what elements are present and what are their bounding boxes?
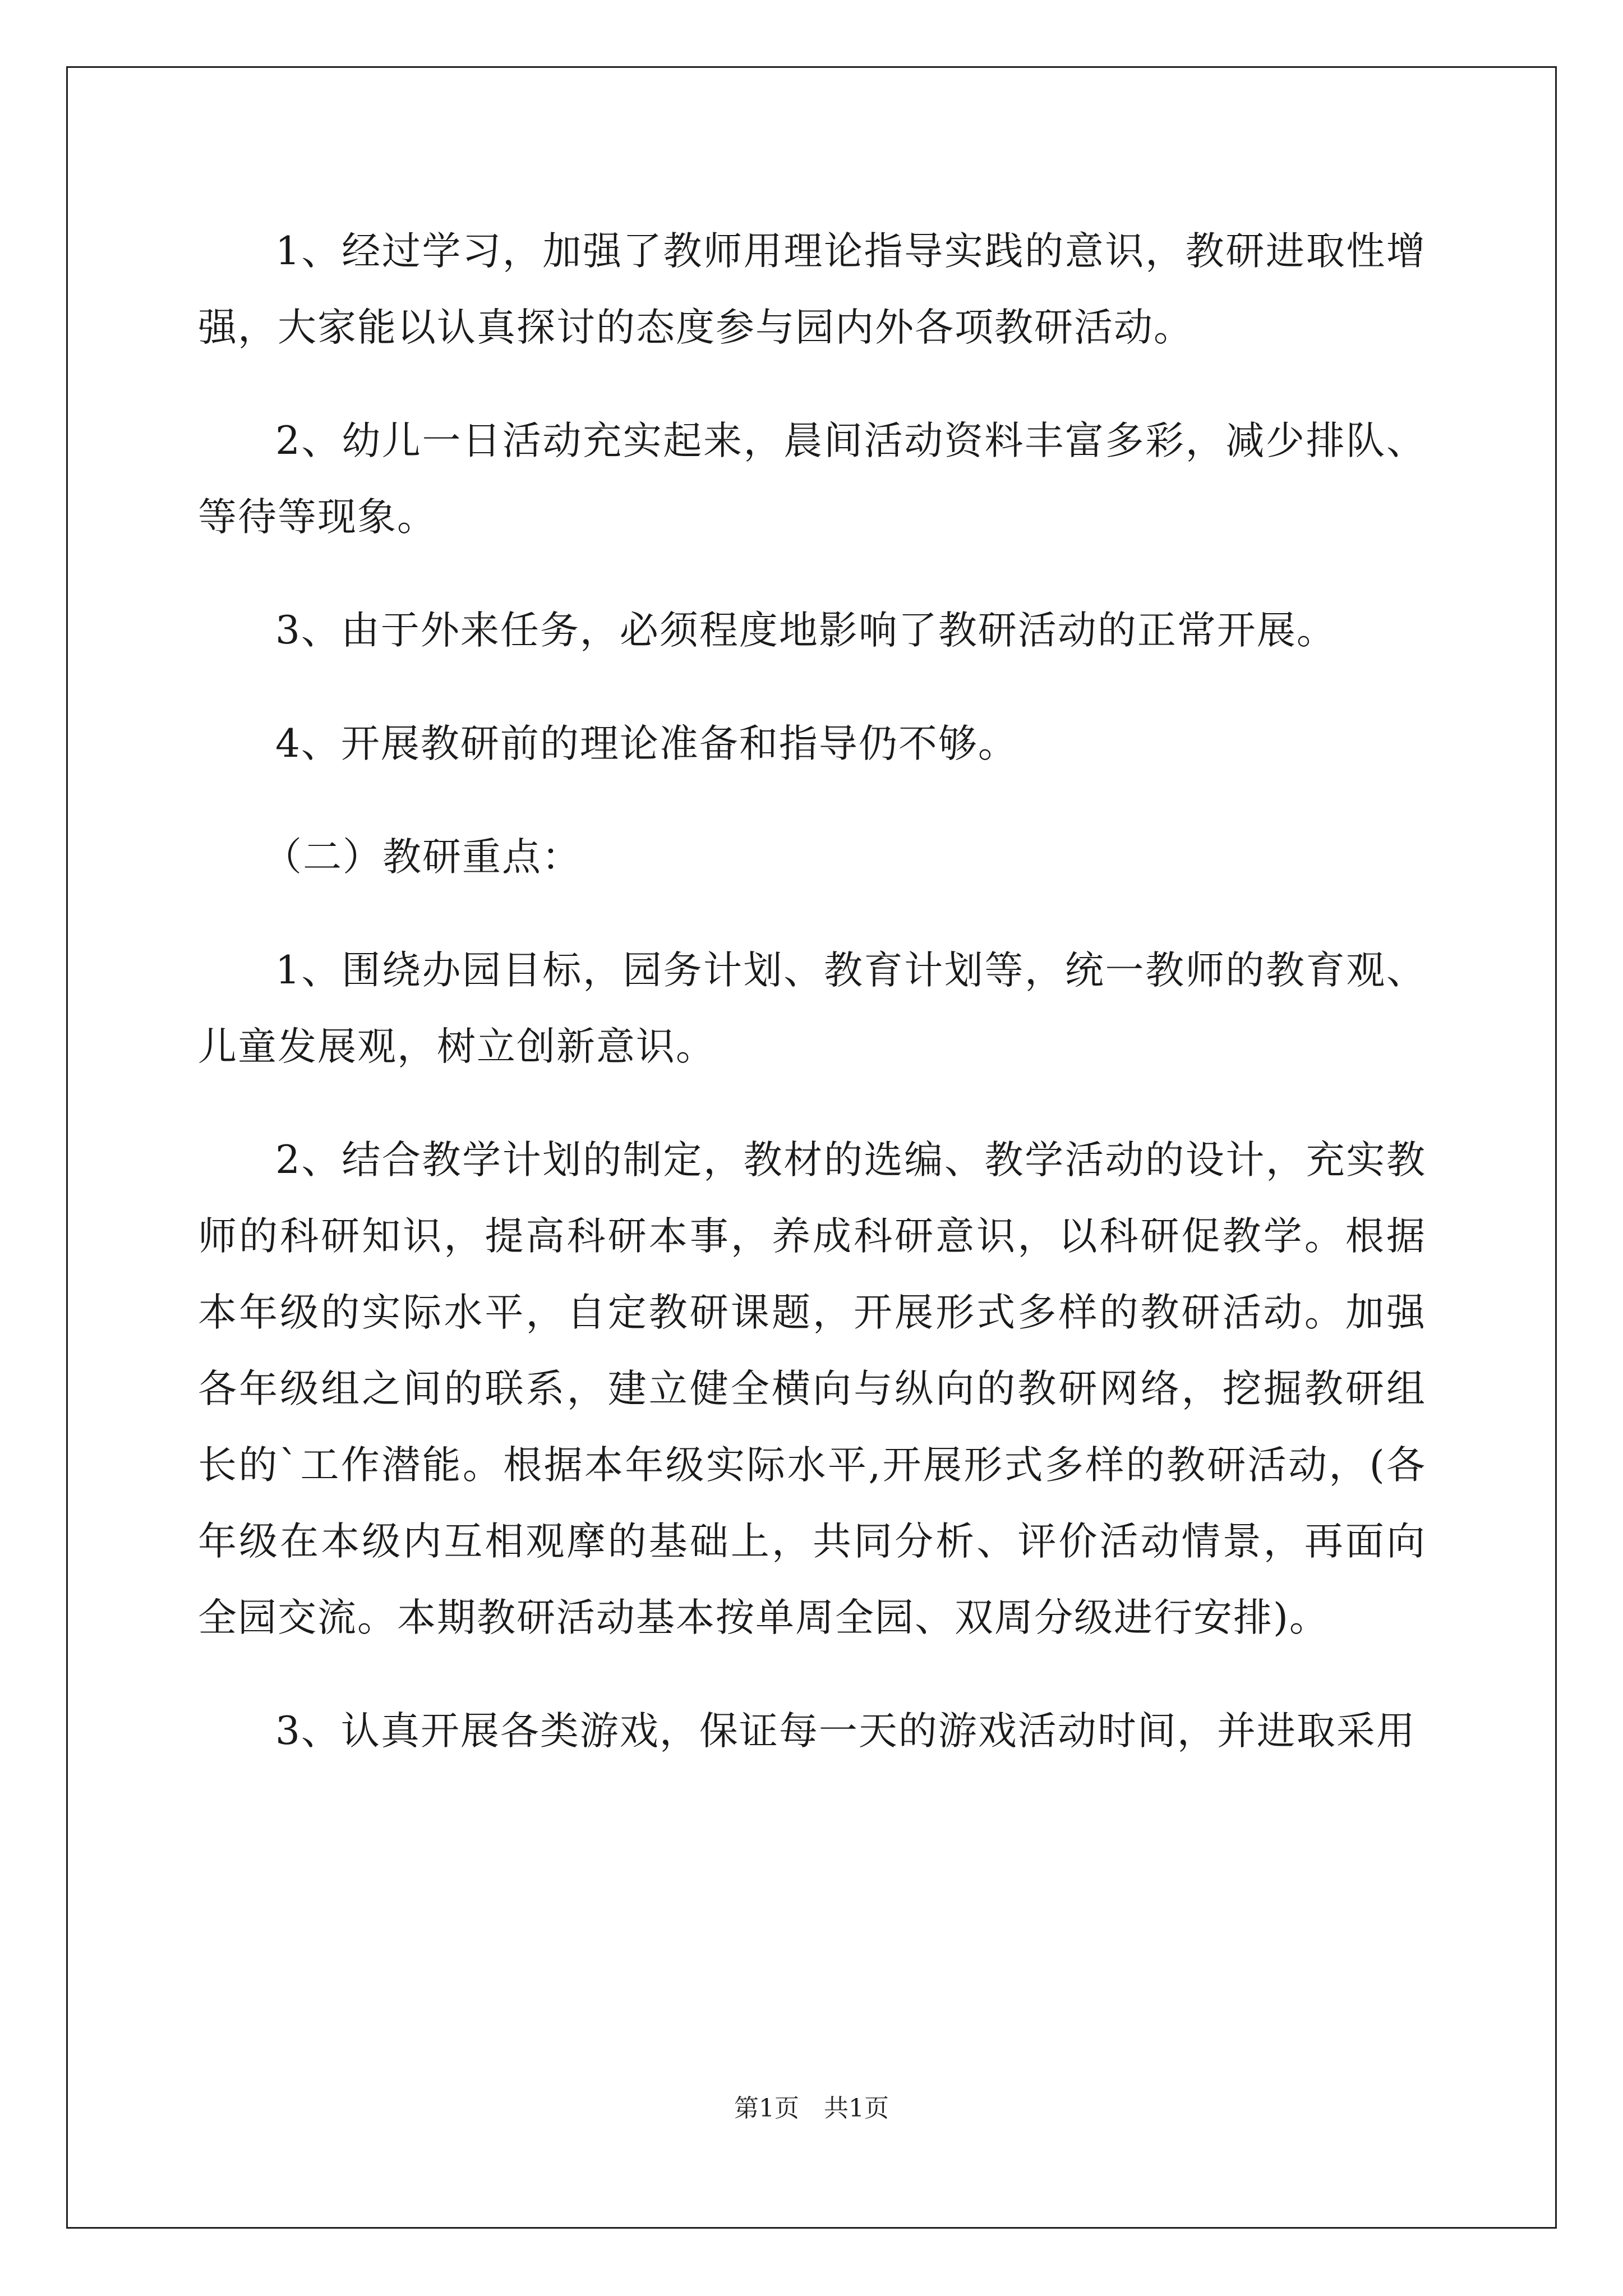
- document-body: [198, 213, 1426, 1806]
- page-footer: [0, 2092, 1623, 2125]
- section-heading: （二）教研重点：: [263, 835, 582, 880]
- paragraph-3: 3、由于外来任务，必须程度地影响了教研活动的正常开展。: [275, 608, 1336, 653]
- paragraph-1: 1、经过学习，加强了教师用理论指导实践的意识，教研进取性增强，大家能以认真探讨的态度参与园内外各项教研活动。: [198, 229, 1426, 350]
- total-pages: 共1页: [824, 2094, 889, 2123]
- paragraph-4: 4、开展教研前的理论准备和指导仍不够。: [275, 721, 1018, 766]
- paragraph-2: 2、幼儿一日活动充实起来，晨间活动资料丰富多彩，减少排队、等待等现象。: [198, 418, 1426, 540]
- paragraph-7: 3、认真开展各类游戏，保证每一天的游戏活动时间，并进取采用: [275, 1709, 1416, 1754]
- paragraph-5: 1、围绕办园目标，园务计划、教育计划等，统一教师的教育观、儿童发展观，树立创新意识。: [198, 948, 1426, 1069]
- page-number: 第1页: [734, 2094, 799, 2123]
- paragraph-6: 2、结合教学计划的制定，教材的选编、教学活动的设计，充实教师的科研知识，提高科研本事，养成科研意识，以科研促教学。根据本年级的实际水平，自定教研课题，开展形式多样的教研活动。加强各年级组之间的联系，建立健全横向与纵向的教研网络，挖掘教研组长的`工作潜能。根据本年级实际水平,开展形式多样的教研活动，(各年级在本级内互相观摩的基础上，共同分析、评价活动情景，再面向全园交流。本期教研活动基本按单周全园、双周分级进行安排)。: [198, 1138, 1426, 1640]
